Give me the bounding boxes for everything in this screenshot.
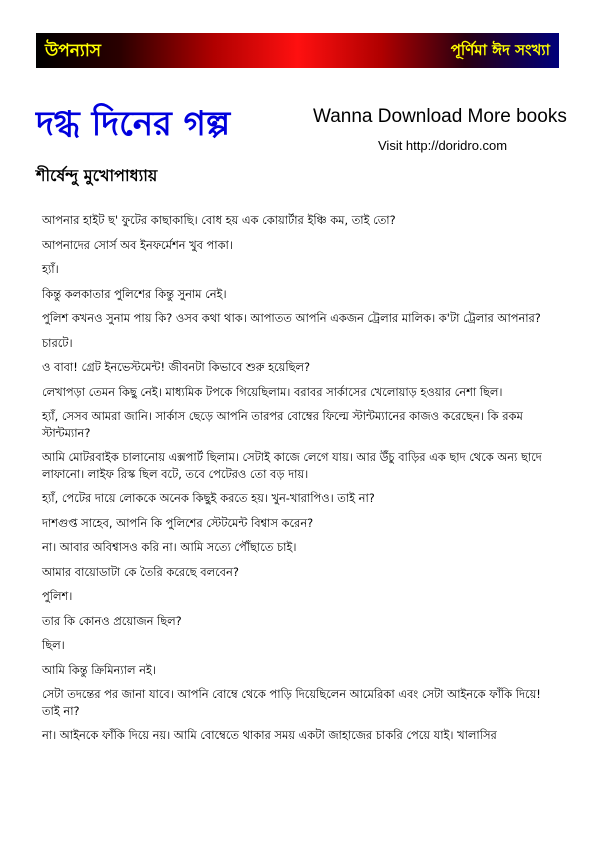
issue-label: পূর্ণিমা ঈদ সংখ্যা <box>450 41 550 59</box>
author-name: শীর্ষেন্দু মুখোপাধ্যায় <box>36 166 158 185</box>
section-label: উপন্যাস <box>45 41 102 61</box>
paragraph: না। আইনকে ফাঁকি দিয়ে নয়। আমি বোম্বেতে থাকার সময় একটা জাহাজের চাকরি পেয়ে যাই। খালাসির <box>42 728 497 742</box>
paragraph: হ্যাঁ। <box>42 262 59 276</box>
paragraph: ও বাবা! গ্রেট ইনভেস্টমেন্ট! জীবনটা কিভাবে শুরু হয়েছিল? <box>42 360 311 374</box>
paragraph: হ্যাঁ, পেটের দায়ে লোককে অনেক কিছুই করতে হয়। খুন-খারাপিও। তাই না? <box>42 491 375 505</box>
paragraph: না। আবার অবিশ্বাসও করি না। আমি সত্যে পৌঁছাতে চাই। <box>42 540 297 554</box>
paragraph: পুলিশ কখনও সুনাম পায় কি? ওসব কথা থাক। আপাতত আপনি একজন ট্রেলার মালিক। ক'টা ট্রেলার আপনার? <box>42 311 541 325</box>
book-title: দগ্ধ দিনের গল্প <box>36 104 231 144</box>
paragraph: কিন্তু কলকাতার পুলিশের কিন্তু সুনাম নেই। <box>42 286 227 301</box>
header-banner <box>36 33 559 68</box>
paragraph: চারটে। <box>42 335 73 350</box>
paragraph: ছিল। <box>42 638 65 652</box>
paragraph: আমার বায়োডাটা কে তৈরি করেছে বলবেন? <box>42 564 239 579</box>
paragraph: হ্যাঁ, সেসব আমরা জানি। সার্কাস ছেড়ে আপনি তারপর বোম্বের ফিল্মে স্টান্টম্যানের কাজও করেছেন। কি রকম স্টান্টম্যান? <box>42 409 523 440</box>
paragraph: আমি কিন্তু ক্রিমিন্যাল নই। <box>42 662 156 677</box>
paragraph: দাশগুপ্ত সাহেব, আপনি কি পুলিশের স্টেটমেন্ট বিশ্বাস করেন? <box>42 515 314 530</box>
promo-url[interactable]: Visit http://doridro.com <box>378 138 508 153</box>
paragraph: আপনার হাইট ছ' ফুটের কাছাকাছি। বোধ হয় এক কোয়ার্টার ইঞ্চি কম, তাই তো? <box>42 213 396 227</box>
paragraph: আমি মোটরবাইক চালানোয় এক্সপার্ট ছিলাম। সেটাই কাজে লেগে যায়। আর উঁচু বাড়ির এক ছাদ থেকে অন্য ছাদে লাফানো। লাইফ রিস্ক ছিল বটে, তবে পেটেরও তো বড় দায়। <box>42 450 542 481</box>
paragraph: আপনাদের সোর্স অব ইনফর্মেশন খুব পাকা। <box>42 237 233 252</box>
paragraph: পুলিশ। <box>42 589 73 603</box>
promo-text: Wanna Download More books <box>313 106 567 127</box>
paragraph: লেখাপড়া তেমন কিছু নেই। মাধ্যমিক টপকে গিয়েছিলাম। বরাবর সার্কাসের খেলোয়াড় হওয়ার নেশা ছিল। <box>42 384 503 399</box>
paragraph: তার কি কোনও প্রয়োজন ছিল? <box>42 613 182 628</box>
paragraph: সেটা তদন্তের পর জানা যাবে। আপনি বোম্বে থেকে পাড়ি দিয়েছিলেন আমেরিকা এবং সেটা আইনকে ফাঁকি দিয়ে! তাই না? <box>42 687 541 718</box>
story-body <box>42 212 557 752</box>
